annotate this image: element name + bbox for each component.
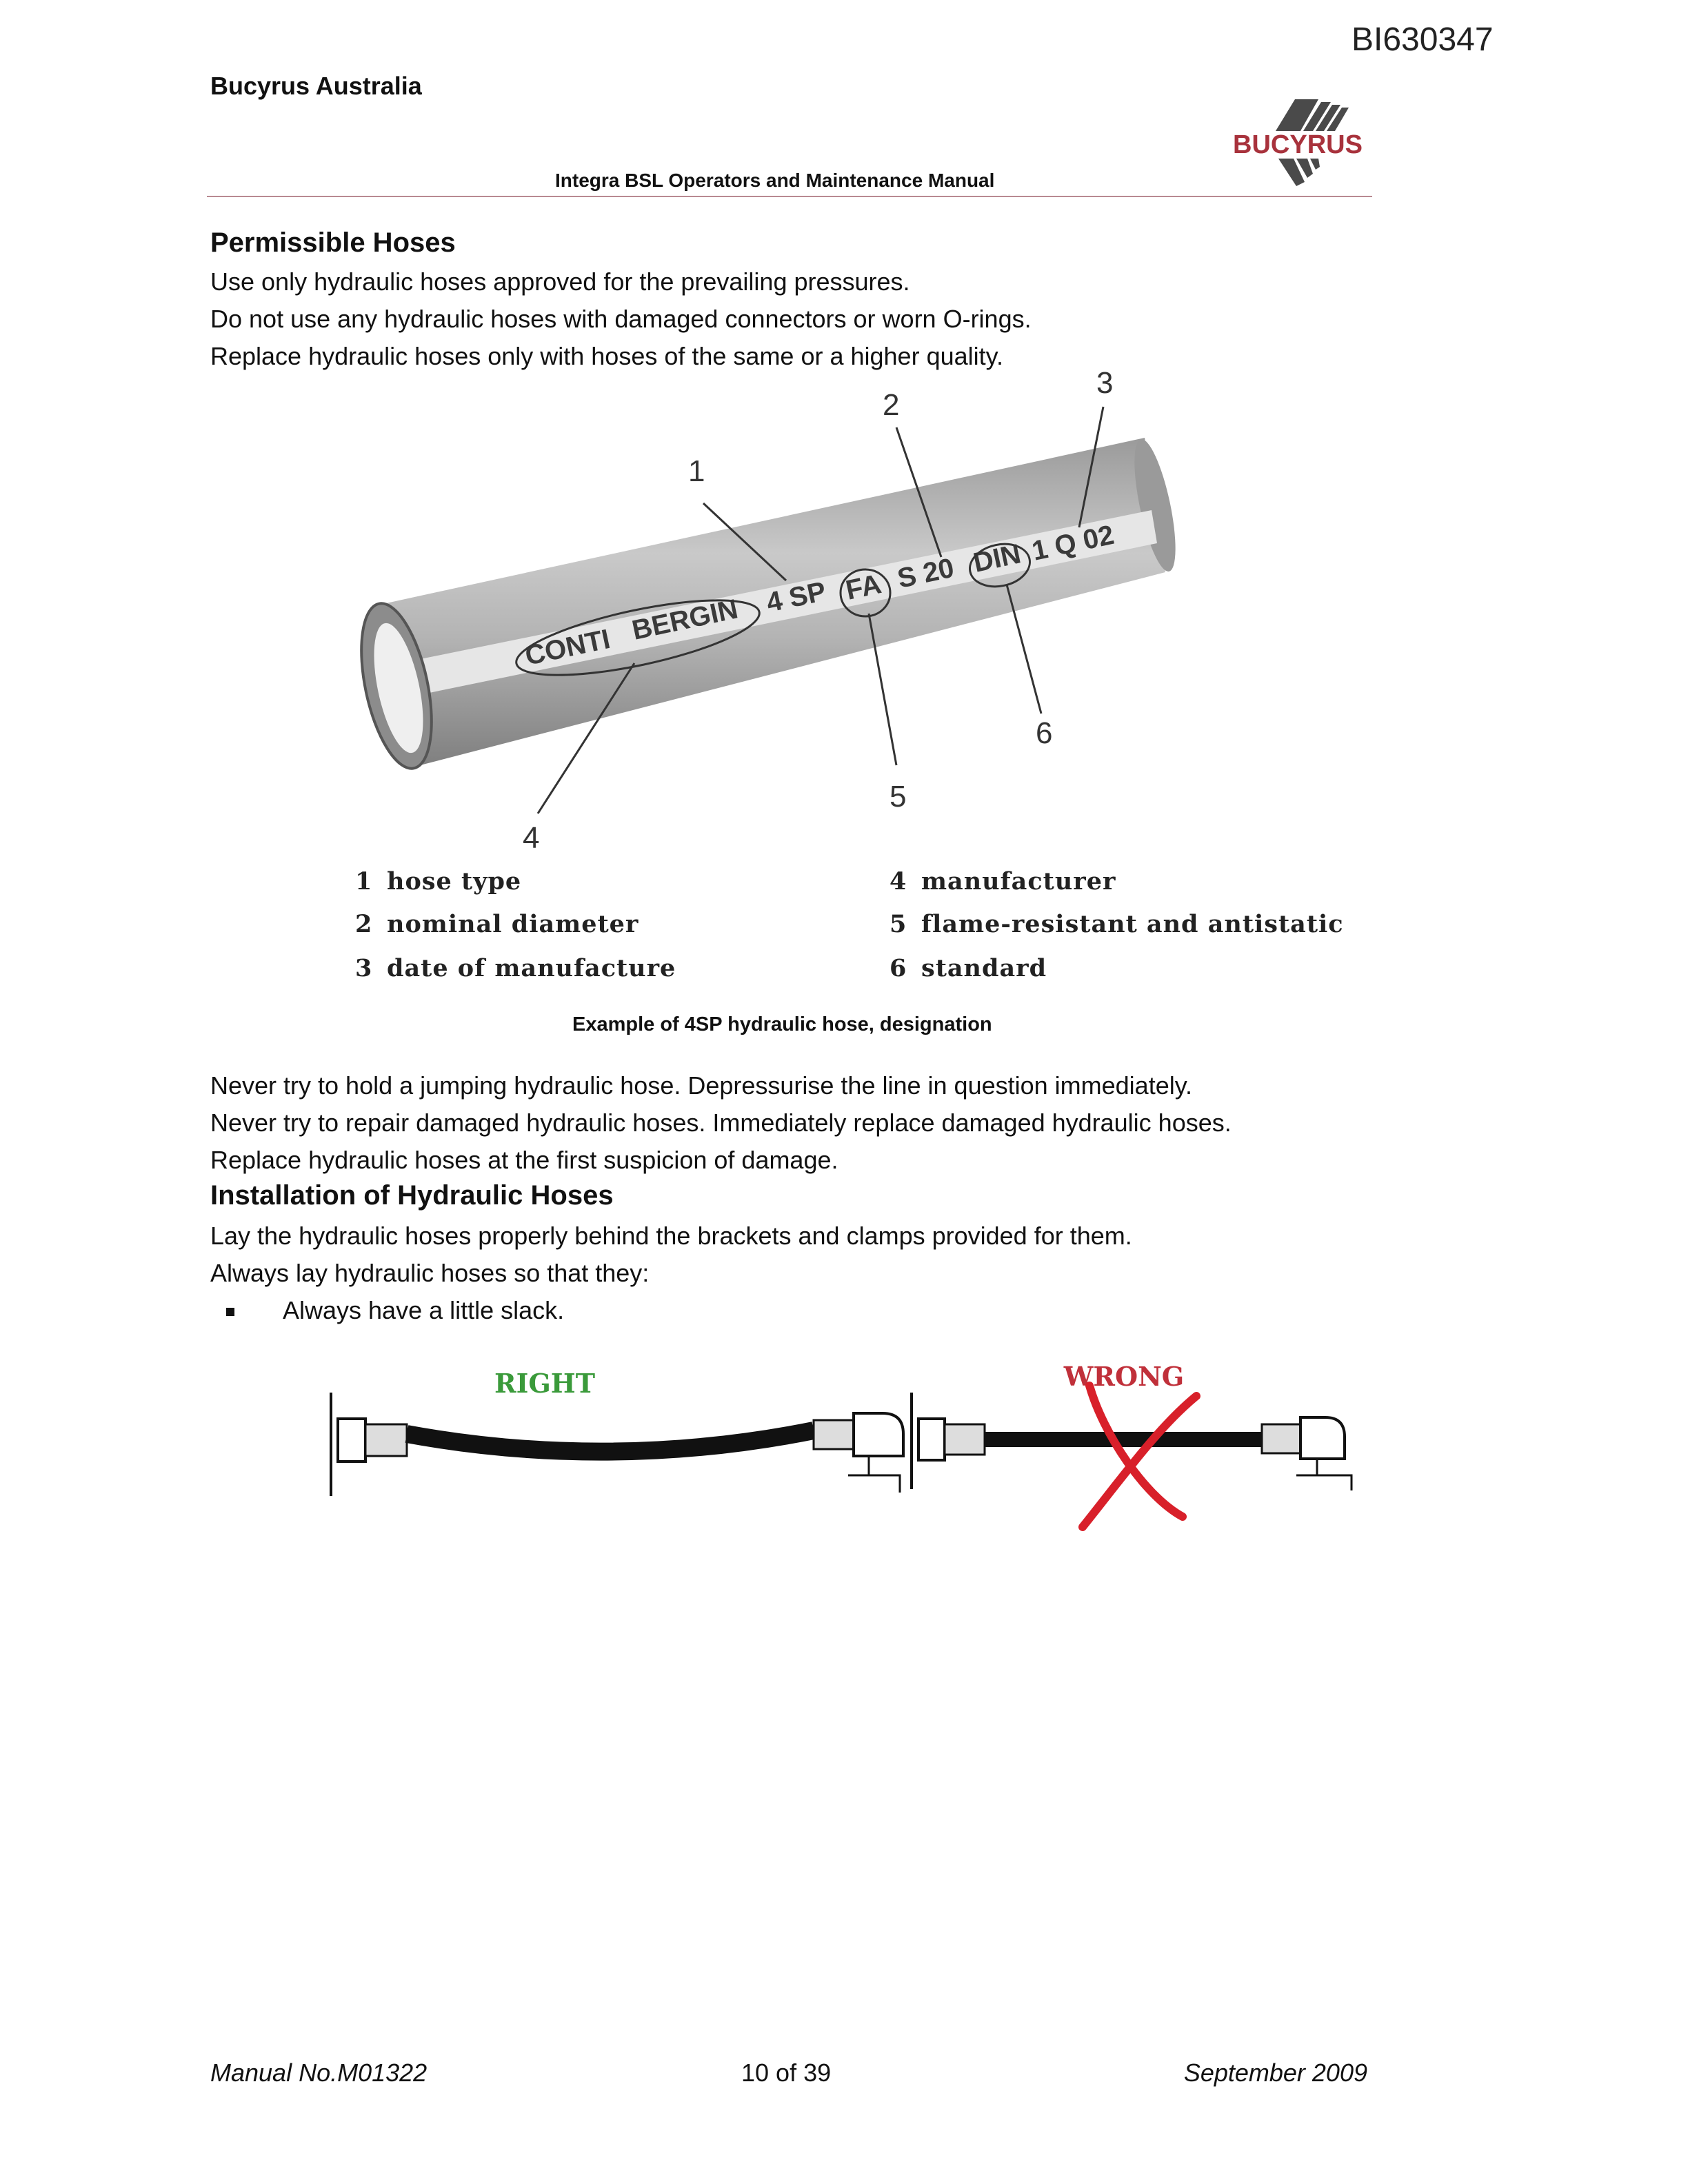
hose-slack-figure	[317, 1337, 1386, 1544]
legend-item	[355, 954, 676, 982]
legend-item	[890, 910, 1344, 938]
wrong-label: WRONG	[1063, 1361, 1185, 1392]
legend-number: 3	[355, 954, 373, 982]
callout-2: 2	[883, 388, 900, 422]
legend-item	[355, 910, 639, 938]
callout-3: 3	[1096, 366, 1114, 400]
hose-print-bergin: BERGIN	[629, 594, 741, 646]
wrong-cross-icon	[1083, 1386, 1196, 1527]
legend-text: standard	[921, 954, 1047, 982]
legend-text: flame-resistant and antistatic	[921, 910, 1344, 938]
paragraph-line: Replace hydraulic hoses only with hoses of the same or a higher quality.	[210, 342, 1003, 370]
header-divider	[207, 196, 1372, 197]
hose-print-1q02: 1 Q 02	[1029, 519, 1117, 567]
hose-designation-figure	[345, 365, 1310, 869]
legend-number: 5	[890, 910, 907, 938]
wrong-hose-drawing	[912, 1393, 1352, 1490]
legend-text: manufacturer	[921, 867, 1116, 896]
logo-wordmark: BUCYRUS	[1233, 130, 1363, 159]
paragraph-line: Never try to hold a jumping hydraulic hose. Depressurise the line in question immediately.	[210, 1071, 1193, 1100]
paragraph-line: Use only hydraulic hoses approved for the prevailing pressures.	[210, 267, 910, 296]
legend-number: 6	[890, 954, 907, 982]
bullet-item: Always have a little slack.	[283, 1296, 565, 1324]
legend-number: 4	[890, 867, 907, 896]
callout-5: 5	[890, 780, 907, 813]
hose-print-fa: FA	[843, 569, 884, 606]
legend-item	[890, 954, 1047, 982]
legend-item	[355, 867, 521, 896]
footer-manual-number: Manual No.M01322	[210, 2059, 428, 2087]
figure-caption: Example of 4SP hydraulic hose, designation	[572, 1013, 992, 1035]
footer-page-number: 10 of 39	[741, 2059, 832, 2087]
hose-print-4sp: 4 SP	[763, 576, 829, 618]
right-hose-drawing	[331, 1393, 903, 1496]
paragraph-line: Lay the hydraulic hoses properly behind the brackets and clamps provided for them.	[210, 1222, 1132, 1250]
callout-1: 1	[688, 454, 705, 488]
paragraph-line: Never try to repair damaged hydraulic hoses. Immediately replace damaged hydraulic hoses.	[210, 1109, 1232, 1137]
footer-date: September 2009	[1183, 2059, 1367, 2087]
paragraph-line: Do not use any hydraulic hoses with damaged connectors or worn O-rings.	[210, 305, 1032, 333]
callout-6: 6	[1036, 716, 1053, 750]
paragraph-line: Always lay hydraulic hoses so that they:	[210, 1259, 650, 1287]
hose-print-din: DIN	[970, 538, 1024, 578]
document-id: BI630347	[1352, 21, 1494, 58]
legend-text: date of manufacture	[387, 954, 676, 982]
paragraph-line: Replace hydraulic hoses at the first suspicion of damage.	[210, 1146, 838, 1174]
right-label: RIGHT	[494, 1368, 595, 1399]
legend-number: 2	[355, 910, 373, 938]
hose-print-s20: S 20	[894, 552, 957, 594]
legend-item	[890, 867, 1116, 896]
heading-installation: Installation of Hydraulic Hoses	[210, 1180, 614, 1211]
legend-text: hose type	[387, 867, 522, 896]
company-name: Bucyrus Australia	[210, 72, 422, 100]
manual-title: Integra BSL Operators and Maintenance Manual	[555, 170, 995, 191]
callout-4: 4	[523, 821, 540, 855]
bullet-icon	[226, 1308, 234, 1316]
heading-permissible-hoses: Permissible Hoses	[210, 228, 456, 258]
legend-number: 1	[355, 867, 373, 896]
hose-print-conti: CONTI	[522, 623, 613, 671]
bucyrus-logo	[1227, 97, 1372, 193]
legend-text: nominal diameter	[387, 910, 639, 938]
hose-body	[349, 436, 1184, 775]
